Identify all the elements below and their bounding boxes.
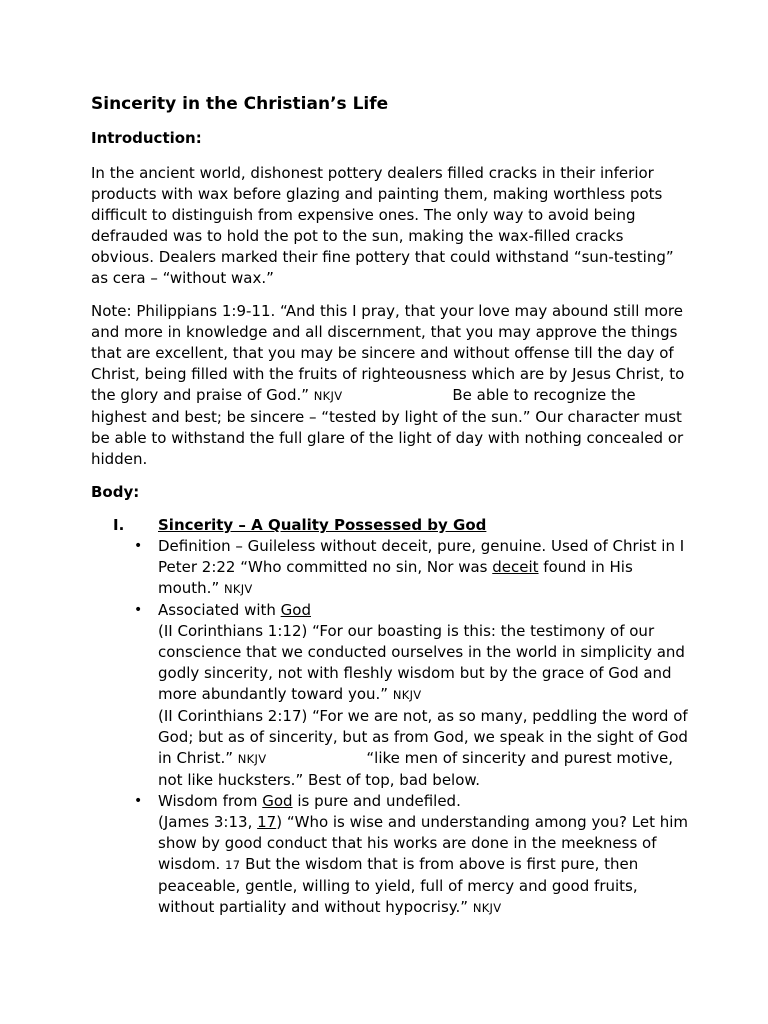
james-verse-number: 17 xyxy=(225,858,241,872)
section-1 xyxy=(91,515,691,919)
associated-lead-text: Associated with xyxy=(158,601,281,619)
james-ref-b: ) “Who is wise and understanding among you? Let him show by good conduct that his works are done in the meekness of wisdom. xyxy=(158,813,689,873)
document-content xyxy=(91,92,691,919)
quote1-text: (II Corinthians 1:12) “For our boasting is this: the testimony of our conscience that we conducted ourselves in the world in simplicity and godly sincerity, not with fleshly wisdom but by the grace of God and more abundantly toward you.” xyxy=(158,622,685,703)
james-version: NKJV xyxy=(472,901,502,915)
quote2-version: NKJV xyxy=(237,752,267,766)
list-item xyxy=(134,536,691,600)
wisdom-lead-text: Wisdom from xyxy=(158,792,263,810)
introduction-heading: Introduction: xyxy=(91,129,202,147)
note-version: NKJV xyxy=(313,389,343,403)
james-ref-c: But the wisdom that is from above is first pure, then peaceable, gentle, willing to yield, full of mercy and good fruits, without partiality and without hypocrisy.” xyxy=(158,855,639,916)
james-ref-underlined: 17 xyxy=(257,813,277,831)
associated-lead-underlined: God xyxy=(280,601,311,619)
section-title: Sincerity – A Quality Possessed by God xyxy=(158,516,487,534)
bullet-icon: • xyxy=(134,793,143,809)
note-paragraph xyxy=(91,301,691,470)
definition-version: NKJV xyxy=(224,582,253,596)
james-quote xyxy=(158,812,691,919)
quote2-text: (II Corinthians 2:17) “For we are not, as so many, peddling the word of God; but as of sincerity, but as from God, we speak in the sight of God in Christ.” xyxy=(158,707,688,767)
associated-lead xyxy=(158,600,691,621)
definition-text-a: Definition – Guileless without deceit, pure, genuine. Used of Christ in I Peter 2:22 “Who committed no sin, Nor was xyxy=(158,537,685,576)
corinthians-quote-1 xyxy=(158,621,691,706)
section-numeral: I. xyxy=(113,516,125,534)
quote2-after: “like men of sincerity and purest motive, not like hucksters.” Best of top, bad below. xyxy=(158,749,674,789)
wisdom-lead-after: is pure and undefiled. xyxy=(292,792,461,810)
list-item xyxy=(134,791,691,919)
list-item xyxy=(134,600,691,791)
wisdom-lead-underlined: God xyxy=(262,792,293,810)
body-heading: Body: xyxy=(91,483,140,501)
wisdom-lead xyxy=(158,791,691,812)
bullet-list xyxy=(91,536,691,919)
bullet-icon: • xyxy=(134,602,143,618)
document-title: Sincerity in the Christian’s Life xyxy=(91,94,389,114)
corinthians-quote-2 xyxy=(158,706,691,791)
bullet-icon: • xyxy=(134,538,143,554)
definition-text-b: found in His mouth.” xyxy=(158,558,633,597)
definition-underlined: deceit xyxy=(492,558,539,576)
note-text: Note: Philippians 1:9-11. “And this I pray, that your love may abound still more and more in knowledge and all discernment, that you may approve the things that are excellent, that you may be sincere and without offense till the day of Christ, being filled with the fruits of righteousness which are by Jesus Christ, to the glory and praise of God.” xyxy=(91,302,685,404)
intro-paragraph: In the ancient world, dishonest pottery dealers filled cracks in their inferior products with wax before glazing and painting them, making worthless pots difficult to distinguish from expensive ones. The only way to avoid being defrauded was to hold the pot to the sun, making the wax-filled cracks obvious. Dealers marked their fine pottery that could withstand “sun-testing” as cera – “without wax.” xyxy=(91,164,674,287)
james-ref-a: (James 3:13, xyxy=(158,813,258,831)
note-after: Be able to recognize the highest and best; be sincere – “tested by light of the sun.” Our character must be able to withstand the full glare of the light of day with nothing concealed or hidden. xyxy=(91,386,684,468)
quote1-version: NKJV xyxy=(392,688,422,702)
